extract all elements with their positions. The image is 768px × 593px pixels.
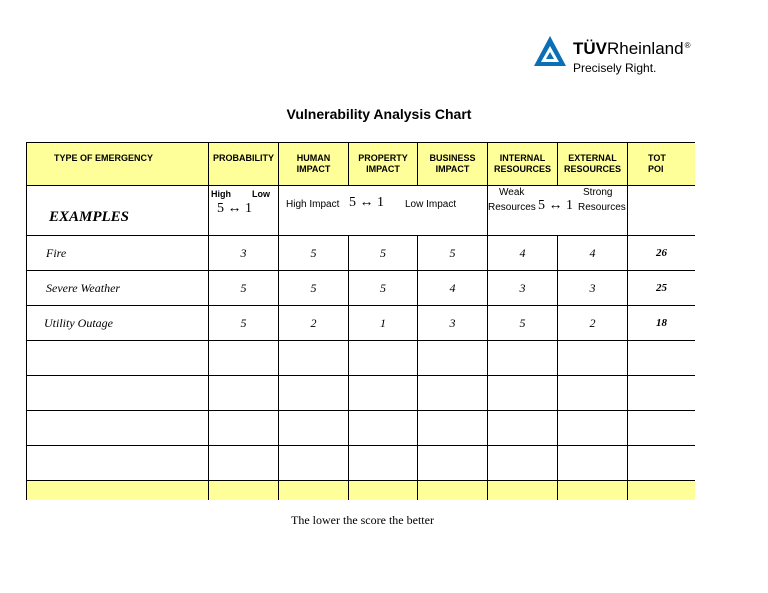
internal-resources-value: 4 — [488, 236, 558, 271]
empty-cell — [209, 341, 279, 376]
probability-scale-cell — [209, 186, 279, 236]
empty-cell — [488, 446, 558, 481]
empty-cell — [628, 446, 696, 481]
empty-cell — [558, 341, 628, 376]
empty-cell — [27, 446, 209, 481]
external-resources-value: 2 — [558, 306, 628, 341]
property-impact-value: 5 — [349, 236, 418, 271]
empty-cell — [209, 411, 279, 446]
empty-cell — [349, 376, 418, 411]
col-header-text: PROPERTY IMPACT — [358, 153, 408, 174]
empty-cell — [349, 341, 418, 376]
footer-cell — [209, 481, 279, 501]
empty-cell — [488, 411, 558, 446]
empty-cell — [27, 411, 209, 446]
scale-high-label: High — [211, 189, 231, 199]
property-impact-value: 5 — [349, 271, 418, 306]
empty-cell — [488, 341, 558, 376]
external-resources-value: 4 — [558, 236, 628, 271]
resources-left-label: Resources — [488, 202, 536, 213]
score-note: The lower the score the better — [291, 513, 434, 527]
examples-total-cell — [628, 186, 696, 236]
col-header-type: TYPE OF EMERGENCY — [27, 143, 209, 186]
impact-scale-cell — [279, 186, 488, 236]
empty-cell — [279, 376, 349, 411]
business-impact-value: 3 — [418, 306, 488, 341]
empty-cell — [628, 341, 696, 376]
resources-scale: 5 ↔ 1 — [538, 198, 573, 213]
totals-footer-row — [27, 481, 696, 501]
low-impact-label: Low Impact — [405, 199, 457, 210]
weak-label: Weak — [499, 187, 525, 198]
empty-cell — [349, 446, 418, 481]
empty-cell — [209, 446, 279, 481]
human-impact-value: 5 — [279, 236, 349, 271]
brand-name: TÜVRheinland® — [573, 39, 691, 58]
col-header-property-impact — [349, 143, 418, 186]
probability-scale: 5 ↔ 1 — [217, 201, 252, 216]
footer-cell — [628, 481, 696, 501]
emergency-type: Severe Weather — [27, 271, 209, 306]
human-impact-value: 5 — [279, 271, 349, 306]
internal-resources-value: 5 — [488, 306, 558, 341]
col-header-text: BUSINESS IMPACT — [429, 153, 476, 174]
empty-cell — [558, 411, 628, 446]
empty-cell — [558, 376, 628, 411]
empty-row — [27, 446, 696, 481]
table-row — [27, 306, 696, 341]
total-value: 18 — [628, 306, 696, 341]
header-row — [27, 143, 696, 186]
empty-cell — [279, 411, 349, 446]
footer-cell — [349, 481, 418, 501]
col-header-text: HUMAN IMPACT — [296, 153, 331, 174]
col-header-human-impact — [279, 143, 349, 186]
col-header-total-points — [628, 143, 696, 186]
empty-cell — [418, 411, 488, 446]
footer-cell — [279, 481, 349, 501]
col-header-internal-resources — [488, 143, 558, 186]
strong-label: Strong — [583, 187, 613, 198]
empty-row — [27, 411, 696, 446]
scale-low-label: Low — [252, 189, 270, 199]
empty-cell — [488, 376, 558, 411]
empty-cell — [628, 411, 696, 446]
total-value: 25 — [628, 271, 696, 306]
empty-cell — [418, 341, 488, 376]
empty-cell — [279, 341, 349, 376]
total-value: 26 — [628, 236, 696, 271]
empty-cell — [558, 446, 628, 481]
probability-value: 3 — [209, 236, 279, 271]
empty-cell — [628, 376, 696, 411]
col-header-external-resources — [558, 143, 628, 186]
high-impact-label: High Impact — [286, 199, 340, 210]
empty-cell — [349, 411, 418, 446]
business-impact-value: 4 — [418, 271, 488, 306]
empty-cell — [209, 376, 279, 411]
external-resources-value: 3 — [558, 271, 628, 306]
vulnerability-table-container — [26, 142, 695, 500]
col-header-text: EXTERNAL RESOURCES — [563, 153, 621, 174]
empty-cell — [418, 376, 488, 411]
empty-row — [27, 341, 696, 376]
table-row — [27, 271, 696, 306]
examples-label: EXAMPLES — [27, 186, 209, 236]
impact-scale: 5 ↔ 1 — [349, 195, 384, 210]
empty-row — [27, 376, 696, 411]
probability-value: 5 — [209, 271, 279, 306]
footer-cell — [488, 481, 558, 501]
col-header-business-impact — [418, 143, 488, 186]
property-impact-value: 1 — [349, 306, 418, 341]
table-row — [27, 236, 696, 271]
col-header-text: INTERNAL RESOURCES — [493, 153, 551, 174]
empty-cell — [418, 446, 488, 481]
chart-title: Vulnerability Analysis Chart — [286, 106, 472, 122]
tuv-triangle-icon — [533, 35, 567, 69]
empty-cell — [27, 376, 209, 411]
tuv-logo — [533, 35, 703, 80]
footer-cell — [558, 481, 628, 501]
empty-cell — [27, 341, 209, 376]
footer-cell — [418, 481, 488, 501]
emergency-type: Utility Outage — [27, 306, 209, 341]
vulnerability-table — [26, 142, 695, 500]
resources-scale-cell — [488, 186, 628, 236]
footer-cell — [27, 481, 209, 501]
col-header-text: TOT POI — [648, 153, 666, 174]
examples-row — [27, 186, 696, 236]
empty-cell — [279, 446, 349, 481]
col-header-probability: PROBABILITY — [209, 143, 279, 186]
business-impact-value: 5 — [418, 236, 488, 271]
human-impact-value: 2 — [279, 306, 349, 341]
internal-resources-value: 3 — [488, 271, 558, 306]
resources-right-label: Resources — [578, 202, 626, 213]
emergency-type: Fire — [27, 236, 209, 271]
probability-value: 5 — [209, 306, 279, 341]
brand-tagline: Precisely Right. — [573, 61, 657, 75]
